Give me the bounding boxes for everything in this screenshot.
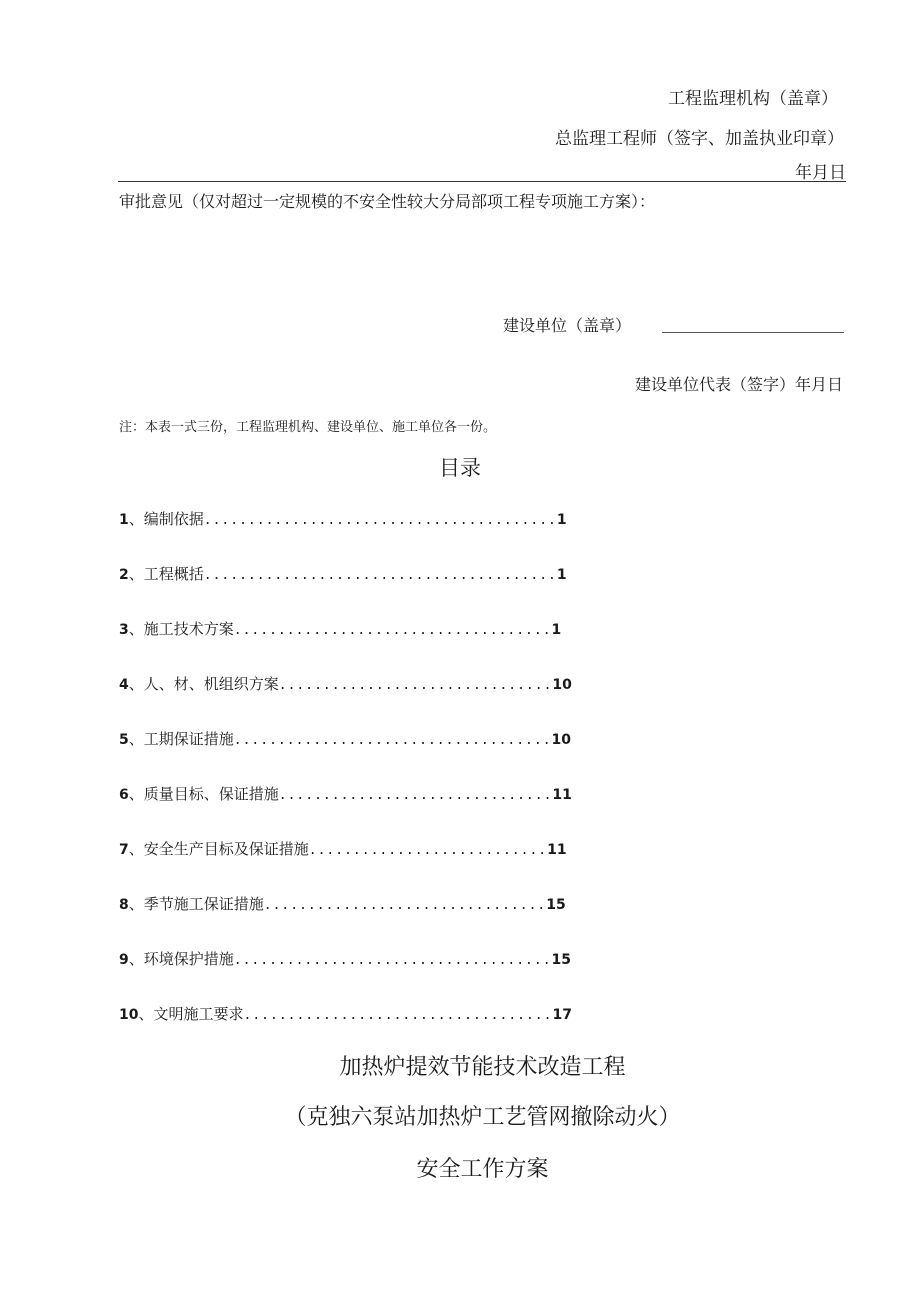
toc-item-page: 15	[551, 952, 572, 968]
toc-item-label: 人、材、机组织方案	[143, 675, 279, 693]
toc-item-page: 1	[556, 567, 567, 583]
toc-item-separator: 、	[128, 620, 144, 638]
toc-item-number: 4	[119, 677, 129, 693]
toc-item-label: 环境保护措施	[143, 950, 234, 968]
owner-seal-line	[662, 332, 844, 333]
toc-item-page: 1	[556, 512, 567, 528]
toc-item-leader: ........................................	[203, 513, 557, 528]
toc-item-leader: ....................................	[233, 623, 552, 638]
toc-item-number: 1	[119, 512, 129, 528]
chief-engineer-signature-label: 总监理工程师（签字、加盖执业印章）	[555, 129, 844, 149]
toc-item-number: 9	[119, 952, 129, 968]
toc-item-page: 17	[552, 1007, 572, 1023]
owner-seal-label: 建设单位（盖章）	[503, 316, 632, 335]
approval-opinion-label: 审批意见（仅对超过一定规模的不安全性较大分局部项工程专项施工方案）：	[119, 192, 656, 211]
project-title-line2: （克独六泵站加热炉工艺管网撤除动火）	[284, 1105, 681, 1130]
toc-item-page: 1	[551, 622, 562, 638]
toc-item-number: 7	[119, 842, 129, 858]
toc-item-leader: ...................................	[243, 1008, 553, 1023]
toc-item-page: 10	[552, 677, 572, 693]
toc-item-leader: ....................................	[233, 733, 552, 748]
toc-item[interactable]	[119, 618, 659, 673]
toc-item-page: 15	[546, 897, 566, 913]
project-title-line3: 安全工作方案	[416, 1157, 549, 1182]
project-title-line1: 加热炉提效节能技术改造工程	[339, 1055, 626, 1080]
toc-item[interactable]	[119, 893, 659, 948]
toc-item-separator: 、	[128, 730, 144, 748]
toc-item-separator: 、	[128, 895, 144, 913]
toc-item-number: 6	[119, 787, 129, 803]
signature-date: 年月日	[795, 163, 846, 183]
toc-item-number: 5	[119, 732, 129, 748]
toc-item-separator: 、	[128, 785, 144, 803]
toc-item-leader: ................................	[263, 898, 547, 913]
table-of-contents	[119, 508, 659, 1058]
toc-item-number: 3	[119, 622, 129, 638]
toc-item-page: 11	[552, 787, 572, 803]
toc-item[interactable]	[119, 783, 659, 838]
copies-note: 注：本表一式三份，工程监理机构、建设单位、施工单位各一份。	[119, 420, 497, 435]
toc-item-label: 工期保证措施	[143, 730, 234, 748]
toc-item-separator: 、	[128, 675, 144, 693]
toc-item-page: 10	[551, 732, 572, 748]
toc-item[interactable]	[119, 948, 659, 1003]
toc-item-page: 11	[547, 842, 567, 858]
toc-item[interactable]	[119, 728, 659, 783]
supervision-org-seal-label: 工程监理机构（盖章）	[668, 89, 838, 109]
toc-item-label: 编制依据	[143, 510, 204, 528]
toc-item[interactable]	[119, 508, 659, 563]
toc-item-label: 工程概括	[143, 565, 204, 583]
owner-representative-label: 建设单位代表（签字）年月日	[634, 375, 843, 394]
toc-item-number: 2	[119, 567, 129, 583]
toc-item[interactable]	[119, 673, 659, 728]
toc-item-label: 质量目标、保证措施	[143, 785, 279, 803]
toc-item-label: 安全生产目标及保证措施	[143, 840, 309, 858]
toc-item-leader: ...............................	[278, 678, 553, 693]
toc-item-label: 季节施工保证措施	[143, 895, 264, 913]
toc-item-number: 10	[119, 1007, 139, 1023]
toc-title: 目录	[439, 456, 481, 480]
toc-item-separator: 、	[128, 840, 144, 858]
toc-item-leader: ...........................	[308, 843, 548, 858]
toc-item-leader: ...............................	[278, 788, 553, 803]
toc-item-label: 文明施工要求	[153, 1005, 244, 1023]
toc-item-separator: 、	[128, 510, 144, 528]
toc-item-leader: ........................................	[203, 568, 557, 583]
toc-item[interactable]	[119, 563, 659, 618]
toc-item-label: 施工技术方案	[143, 620, 234, 638]
section-divider	[118, 181, 846, 182]
toc-item-leader: ....................................	[233, 953, 552, 968]
toc-item-number: 8	[119, 897, 129, 913]
toc-item[interactable]	[119, 838, 659, 893]
toc-item-separator: 、	[128, 950, 144, 968]
toc-item-separator: 、	[128, 565, 144, 583]
toc-item-separator: 、	[138, 1005, 154, 1023]
